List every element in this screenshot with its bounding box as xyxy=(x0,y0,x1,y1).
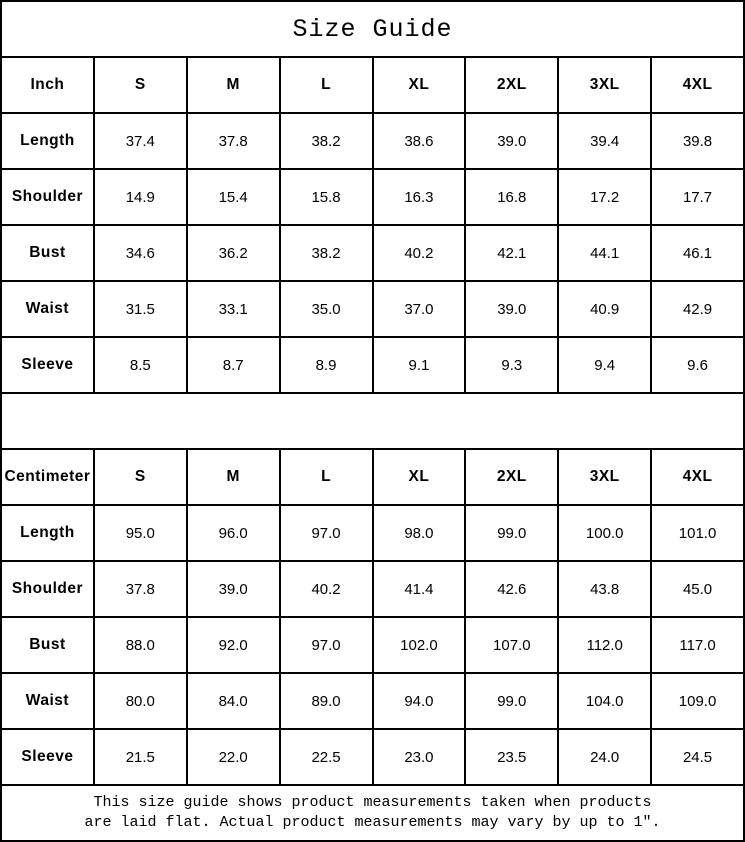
measurement-value: 38.6 xyxy=(373,113,466,169)
measurement-label: Sleeve xyxy=(1,729,94,785)
measurement-label: Length xyxy=(1,505,94,561)
measurement-value: 17.7 xyxy=(651,169,744,225)
measurement-value: 15.8 xyxy=(280,169,373,225)
footer-section xyxy=(1,785,744,841)
measurement-value: 33.1 xyxy=(187,281,280,337)
page-title: Size Guide xyxy=(1,1,744,57)
measurement-value: 38.2 xyxy=(280,225,373,281)
measurement-value: 89.0 xyxy=(280,673,373,729)
measurement-value: 9.3 xyxy=(465,337,558,393)
measurement-value: 117.0 xyxy=(651,617,744,673)
measurement-value: 112.0 xyxy=(558,617,651,673)
size-column-header: XL xyxy=(373,57,466,113)
measurement-value: 109.0 xyxy=(651,673,744,729)
measurement-row xyxy=(1,561,744,617)
inch-header-row xyxy=(1,57,744,113)
size-column-header: XL xyxy=(373,449,466,505)
measurement-value: 97.0 xyxy=(280,617,373,673)
measurement-value: 80.0 xyxy=(94,673,187,729)
measurement-value: 84.0 xyxy=(187,673,280,729)
measurement-value: 37.0 xyxy=(373,281,466,337)
measurement-value: 38.2 xyxy=(280,113,373,169)
measurement-row xyxy=(1,617,744,673)
size-column-header: S xyxy=(94,449,187,505)
measurement-row xyxy=(1,729,744,785)
measurement-row xyxy=(1,113,744,169)
measurement-value: 45.0 xyxy=(651,561,744,617)
measurement-value: 41.4 xyxy=(373,561,466,617)
inch-table-body xyxy=(1,113,744,393)
measurement-value: 39.4 xyxy=(558,113,651,169)
measurement-value: 46.1 xyxy=(651,225,744,281)
size-column-header: 3XL xyxy=(558,57,651,113)
measurement-value: 31.5 xyxy=(94,281,187,337)
centimeter-header-row xyxy=(1,449,744,505)
measurement-value: 39.0 xyxy=(187,561,280,617)
middle-section xyxy=(1,393,744,505)
measurement-value: 35.0 xyxy=(280,281,373,337)
measurement-value: 95.0 xyxy=(94,505,187,561)
footer-row xyxy=(1,785,744,841)
measurement-label: Bust xyxy=(1,225,94,281)
measurement-label: Shoulder xyxy=(1,169,94,225)
measurement-value: 42.1 xyxy=(465,225,558,281)
measurement-row xyxy=(1,225,744,281)
size-column-header: 4XL xyxy=(651,449,744,505)
measurement-value: 104.0 xyxy=(558,673,651,729)
measurement-label: Waist xyxy=(1,673,94,729)
measurement-value: 8.7 xyxy=(187,337,280,393)
measurement-row xyxy=(1,673,744,729)
measurement-value: 23.5 xyxy=(465,729,558,785)
measurement-value: 39.0 xyxy=(465,113,558,169)
measurement-value: 98.0 xyxy=(373,505,466,561)
measurement-value: 42.9 xyxy=(651,281,744,337)
unit-label-centimeter: Centimeter xyxy=(1,449,94,505)
size-column-header: L xyxy=(280,57,373,113)
measurement-value: 16.3 xyxy=(373,169,466,225)
measurement-value: 100.0 xyxy=(558,505,651,561)
measurement-value: 22.5 xyxy=(280,729,373,785)
size-column-header: M xyxy=(187,449,280,505)
measurement-row xyxy=(1,169,744,225)
size-column-header: S xyxy=(94,57,187,113)
measurement-row xyxy=(1,505,744,561)
measurement-label: Sleeve xyxy=(1,337,94,393)
measurement-value: 94.0 xyxy=(373,673,466,729)
spacer-cell xyxy=(1,393,744,449)
centimeter-table-body xyxy=(1,505,744,785)
measurement-row xyxy=(1,281,744,337)
unit-label-inch: Inch xyxy=(1,57,94,113)
size-column-header: 2XL xyxy=(465,449,558,505)
size-column-header: 3XL xyxy=(558,449,651,505)
measurement-value: 9.1 xyxy=(373,337,466,393)
measurement-value: 37.4 xyxy=(94,113,187,169)
size-column-header: 2XL xyxy=(465,57,558,113)
measurement-value: 39.8 xyxy=(651,113,744,169)
note-line-2: are laid flat. Actual product measurements may vary by up to 1″. xyxy=(84,814,661,831)
size-column-header: 4XL xyxy=(651,57,744,113)
size-column-header: L xyxy=(280,449,373,505)
measurement-value: 92.0 xyxy=(187,617,280,673)
measurement-value: 88.0 xyxy=(94,617,187,673)
measurement-row xyxy=(1,337,744,393)
measurement-value: 24.0 xyxy=(558,729,651,785)
measurement-value: 22.0 xyxy=(187,729,280,785)
note-line-1: This size guide shows product measurements taken when products xyxy=(93,794,652,811)
measurement-value: 9.4 xyxy=(558,337,651,393)
measurement-value: 43.8 xyxy=(558,561,651,617)
measurement-value: 42.6 xyxy=(465,561,558,617)
measurement-value: 40.2 xyxy=(280,561,373,617)
size-column-header: M xyxy=(187,57,280,113)
measurement-value: 37.8 xyxy=(94,561,187,617)
measurement-value: 99.0 xyxy=(465,505,558,561)
measurement-value: 17.2 xyxy=(558,169,651,225)
measurement-value: 15.4 xyxy=(187,169,280,225)
measurement-value: 39.0 xyxy=(465,281,558,337)
measurement-label: Waist xyxy=(1,281,94,337)
measurement-value: 101.0 xyxy=(651,505,744,561)
title-row xyxy=(1,1,744,57)
size-guide-note xyxy=(1,785,744,841)
measurement-label: Length xyxy=(1,113,94,169)
measurement-value: 34.6 xyxy=(94,225,187,281)
measurement-value: 96.0 xyxy=(187,505,280,561)
measurement-value: 107.0 xyxy=(465,617,558,673)
measurement-value: 40.2 xyxy=(373,225,466,281)
measurement-value: 21.5 xyxy=(94,729,187,785)
measurement-value: 36.2 xyxy=(187,225,280,281)
measurement-value: 24.5 xyxy=(651,729,744,785)
spacer-row xyxy=(1,393,744,449)
measurement-value: 23.0 xyxy=(373,729,466,785)
measurement-value: 16.8 xyxy=(465,169,558,225)
measurement-value: 9.6 xyxy=(651,337,744,393)
measurement-value: 102.0 xyxy=(373,617,466,673)
measurement-value: 8.5 xyxy=(94,337,187,393)
measurement-value: 99.0 xyxy=(465,673,558,729)
measurement-value: 8.9 xyxy=(280,337,373,393)
measurement-label: Bust xyxy=(1,617,94,673)
measurement-value: 44.1 xyxy=(558,225,651,281)
title-section xyxy=(1,1,744,113)
measurement-label: Shoulder xyxy=(1,561,94,617)
measurement-value: 14.9 xyxy=(94,169,187,225)
measurement-value: 97.0 xyxy=(280,505,373,561)
measurement-value: 37.8 xyxy=(187,113,280,169)
measurement-value: 40.9 xyxy=(558,281,651,337)
